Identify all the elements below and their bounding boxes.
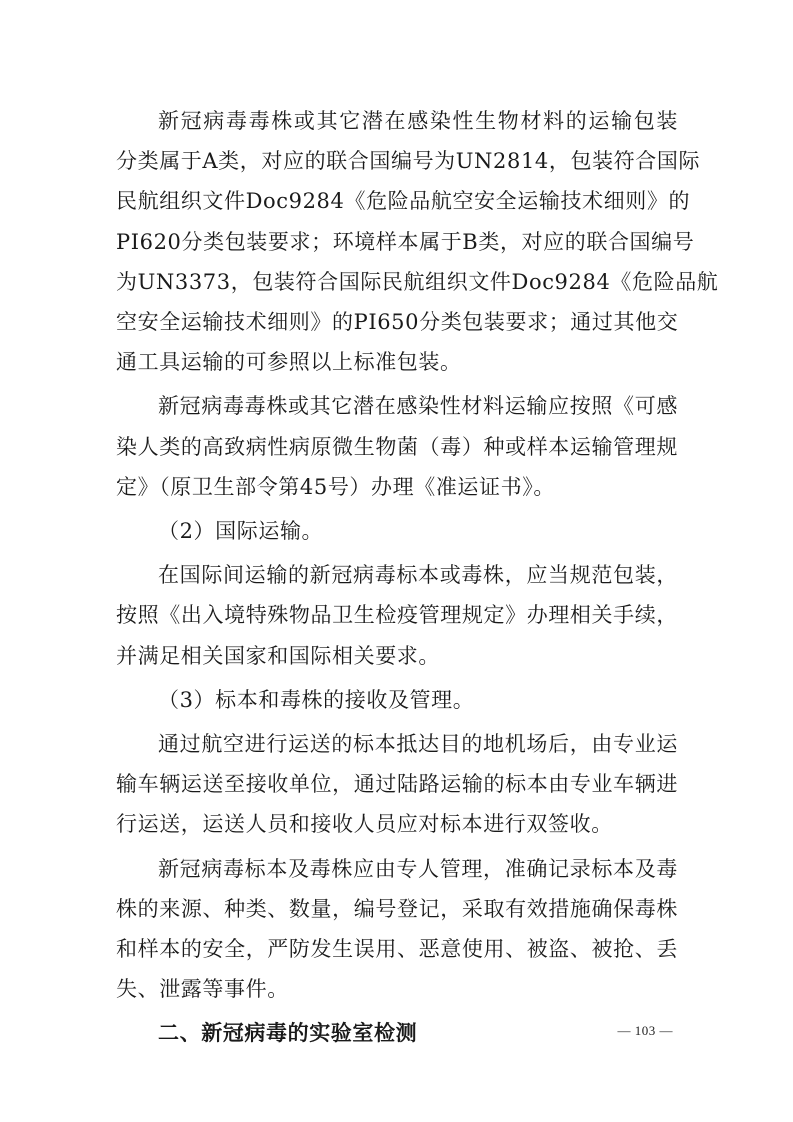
text-line: 新冠病毒毒株或其它潜在感染性材料运输应按照《可感 bbox=[158, 394, 678, 419]
subheading-receipt-management bbox=[116, 680, 678, 720]
text-line: 行运送，运送人员和接收人员应对标本进行双签收。 bbox=[116, 812, 613, 837]
page-number: — 103 — bbox=[617, 1023, 673, 1038]
text-line: 空安全运输技术细则》的PI650分类包装要求；通过其他交 bbox=[116, 310, 679, 335]
subheading-international-transport bbox=[116, 511, 678, 551]
text-line: （3）标本和毒株的接收及管理。 bbox=[158, 687, 475, 712]
text-line: 按照《出入境特殊物品卫生检疫管理规定》办理相关手续， bbox=[116, 603, 678, 628]
paragraph-management bbox=[116, 849, 678, 1010]
text-line: （2）国际运输。 bbox=[158, 519, 324, 544]
paragraph-receipt bbox=[116, 724, 678, 845]
text-line: 通工具运输的可参照以上标准包装。 bbox=[116, 350, 462, 375]
section-heading: 二、新冠病毒的实验室检测 bbox=[158, 1021, 418, 1046]
text-line: PI620分类包装要求；环境样本属于B类，对应的联合国编号 bbox=[116, 229, 695, 254]
text-line: 株的来源、种类、数量，编号登记，采取有效措施确保毒株 bbox=[116, 896, 678, 921]
text-line: 并满足相关国家和国际相关要求。 bbox=[116, 643, 440, 668]
text-line: 新冠病毒标本及毒株应由专人管理，准确记录标本及毒 bbox=[158, 856, 678, 881]
text-line: 失、泄露等事件。 bbox=[116, 977, 289, 1002]
paragraph-packaging-classification bbox=[116, 101, 719, 382]
text-line: 新冠病毒毒株或其它潜在感染性生物材料的运输包装 bbox=[158, 109, 678, 133]
text-line: 为UN3373，包装符合国际民航组织文件Doc9284《危险品航 bbox=[116, 269, 719, 294]
document-body bbox=[116, 101, 719, 1054]
text-line: 通过航空进行运送的标本抵达目的地机场后，由专业运 bbox=[158, 732, 678, 757]
text-line: 染人类的高致病性病原微生物菌（毒）种或样本运输管理规 bbox=[116, 434, 678, 459]
text-line: 定》（原卫生部令第45号）办理《准运证书》。 bbox=[116, 474, 555, 499]
text-line: 在国际间运输的新冠病毒标本或毒株，应当规范包装， bbox=[158, 563, 678, 588]
text-line: 分类属于A类，对应的联合国编号为UN2814，包装符合国际 bbox=[116, 149, 701, 174]
text-line: 输车辆运送至接收单位，通过陆路运输的标本由专业车辆进 bbox=[116, 772, 678, 797]
text-line: 和样本的安全，严防发生误用、恶意使用、被盗、被抢、丢 bbox=[116, 937, 678, 962]
paragraph-international-transport bbox=[116, 555, 678, 676]
text-line: 民航组织文件Doc9284《危险品航空安全运输技术细则》的 bbox=[116, 189, 691, 214]
paragraph-transport-permit bbox=[116, 386, 678, 507]
